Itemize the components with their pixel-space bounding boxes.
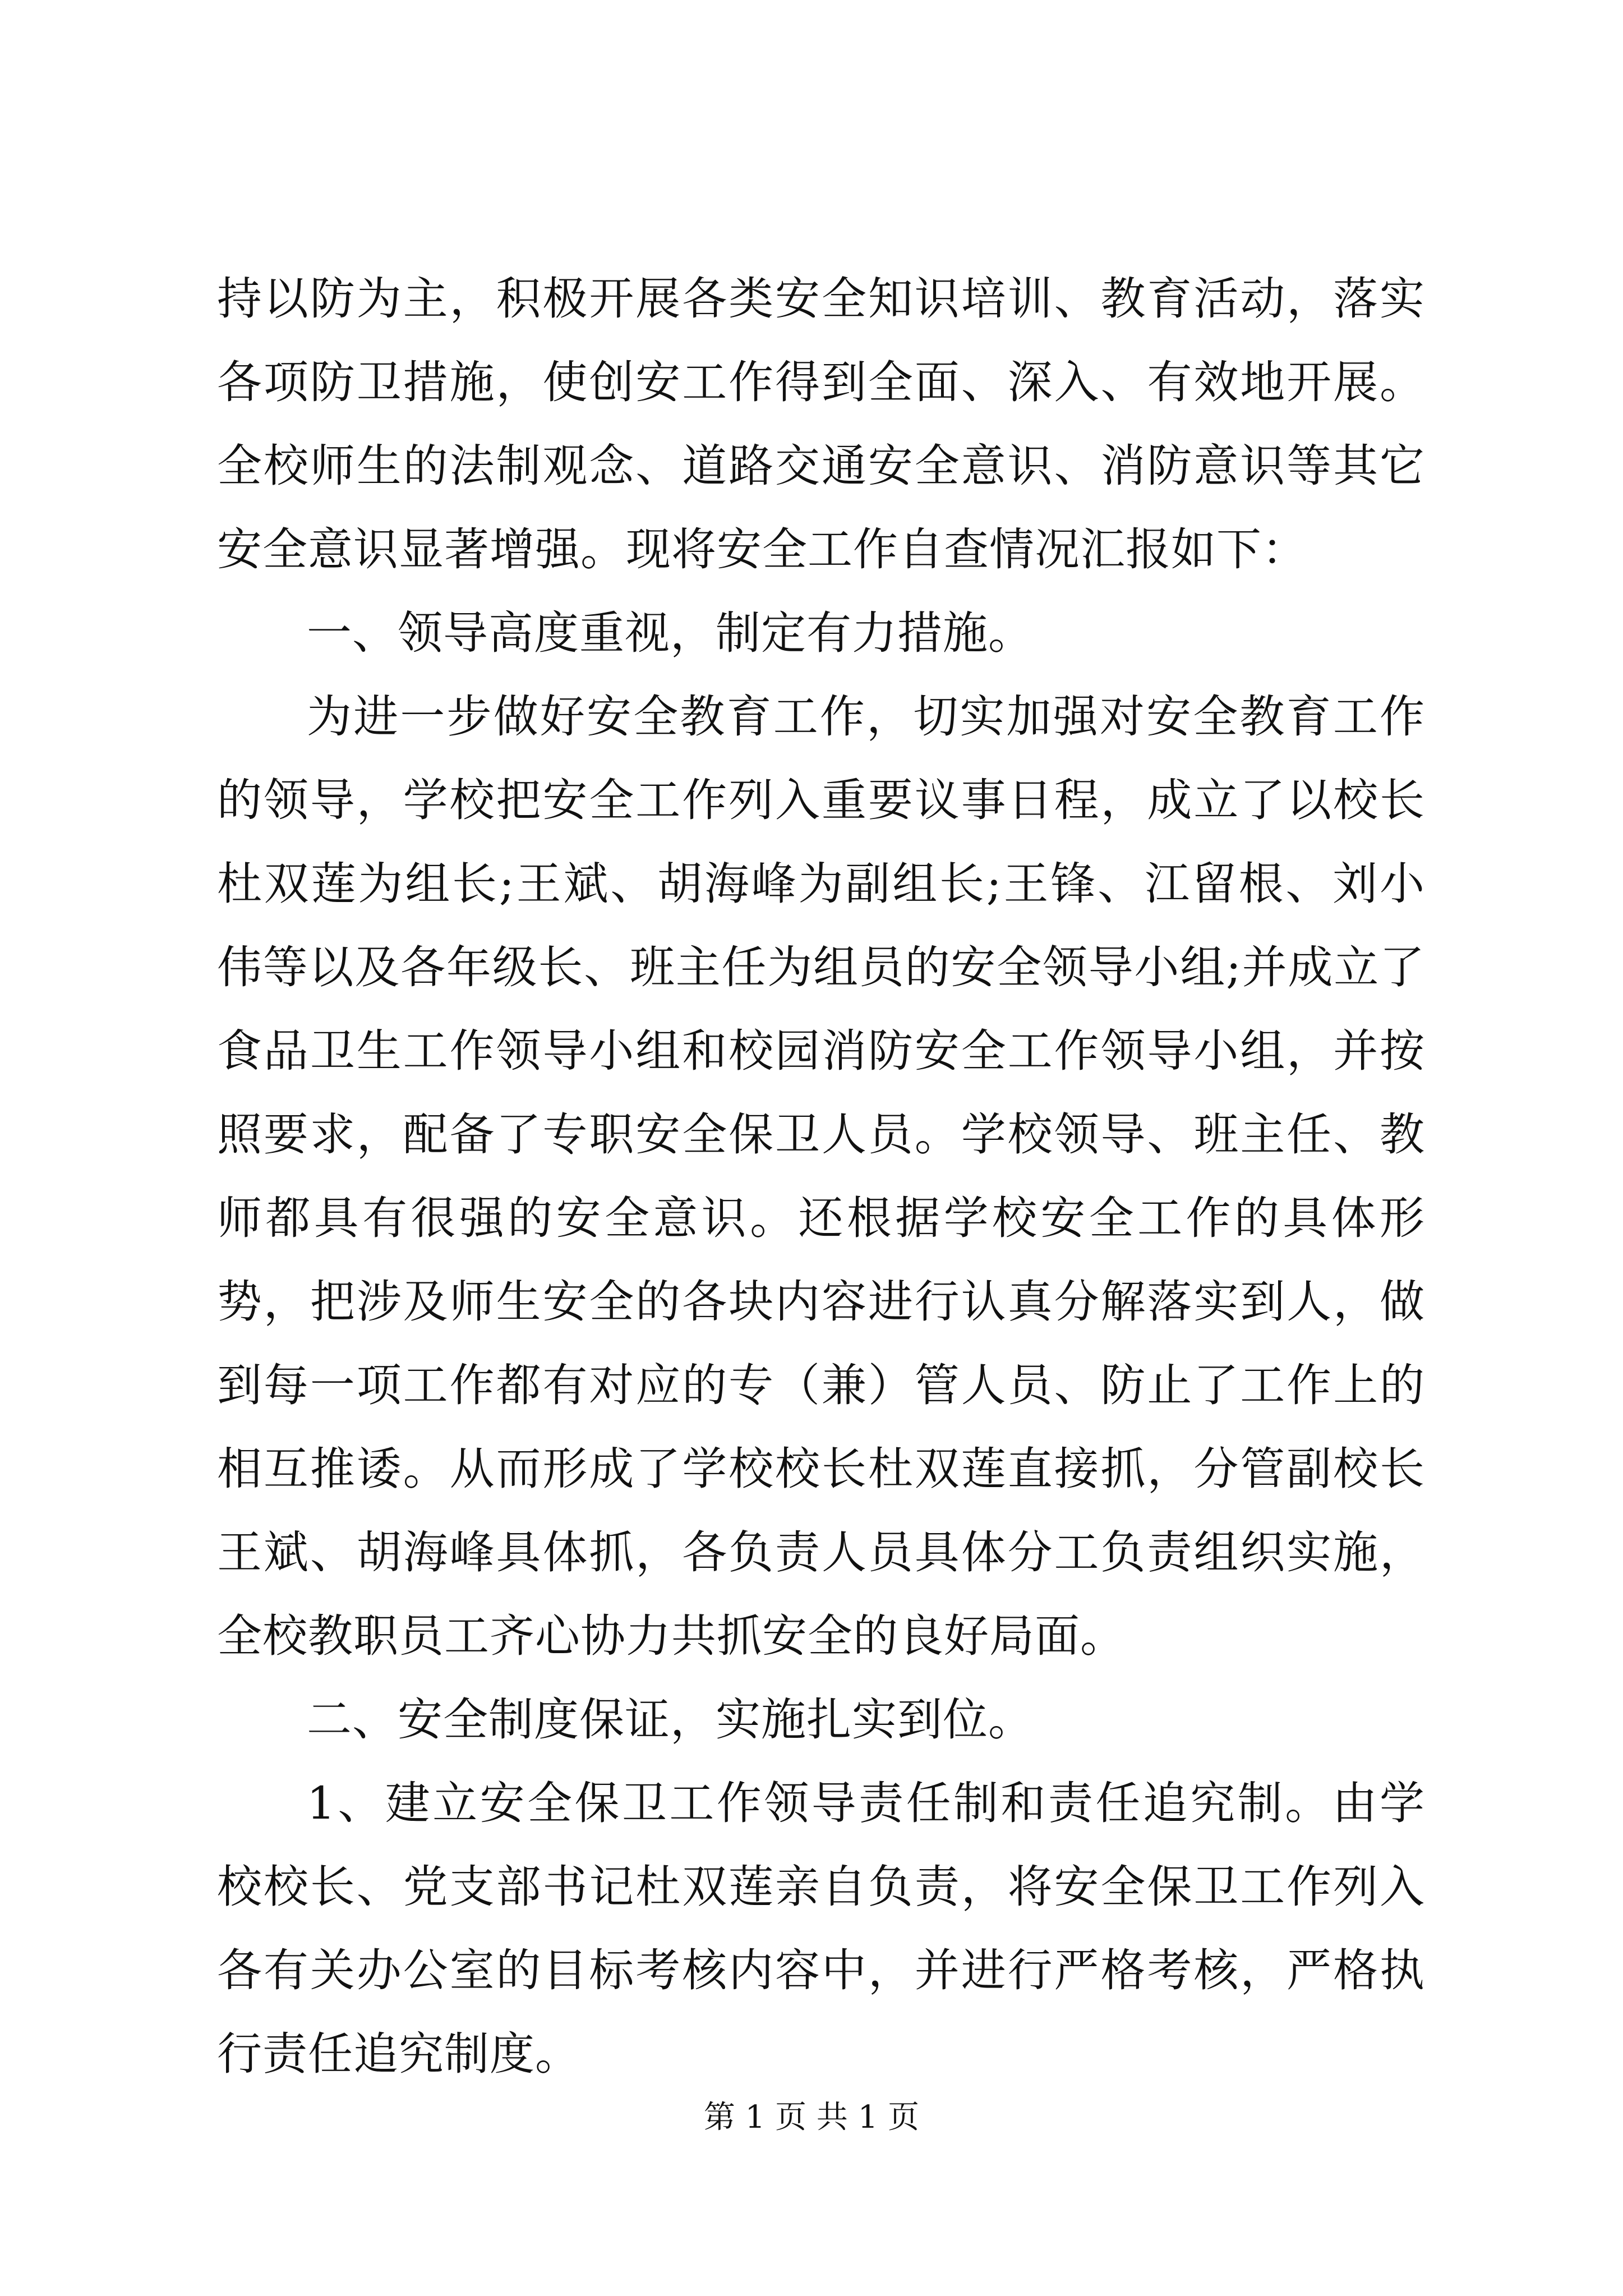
section-heading-2: 二、安全制度保证，实施扎实到位。 <box>307 1694 1034 1746</box>
section-heading-1: 一、领导高度重视，制定有力措施。 <box>307 607 1034 659</box>
document-body <box>217 257 1425 2096</box>
paragraph-responsibility: 1、建立安全保卫工作领导责任制和责任追究制。由学校校长、党支部书记杜双莲亲自负责，将安全保卫工作列入各有关办公室的目标考核内容中，并进行严格考核，严格执行责任追究制度。 <box>217 1777 1425 2080</box>
paragraph-intro: 持以防为主，积极开展各类安全知识培训、教育活动，落实各项防卫措施，使创安工作得到全面、深入、有效地开展。全校师生的法制观念、道路交通安全意识、消防意识等其它安全意识显著增强。现将安全工作自查情况汇报如下： <box>217 273 1425 576</box>
paragraph-leadership: 为进一步做好安全教育工作，切实加强对安全教育工作的领导，学校把安全工作列入重要议事日程，成立了以校长杜双莲为组长;王斌、胡海峰为副组长;王锋、江留根、刘小伟等以及各年级长、班主任为组员的安全领导小组;并成立了食品卫生工作领导小组和校园消防安全工作领导小组，并按照要求，配备了专职安全保卫人员。学校领导、班主任、教师都具有很强的安全意识。还根据学校安全工作的具体形势，把涉及师生安全的各块内容进行认真分解落实到人，做到每一项工作都有对应的专（兼）管人员、防止了工作上的相互推诿。从而形成了学校校长杜双莲直接抓，分管副校长王斌、胡海峰具体抓，各负责人员具体分工负责组织实施，全校教职员工齐心协力共抓安全的良好局面。 <box>217 691 1425 1662</box>
page-footer: 第 1 页 共 1 页 <box>703 2099 920 2136</box>
